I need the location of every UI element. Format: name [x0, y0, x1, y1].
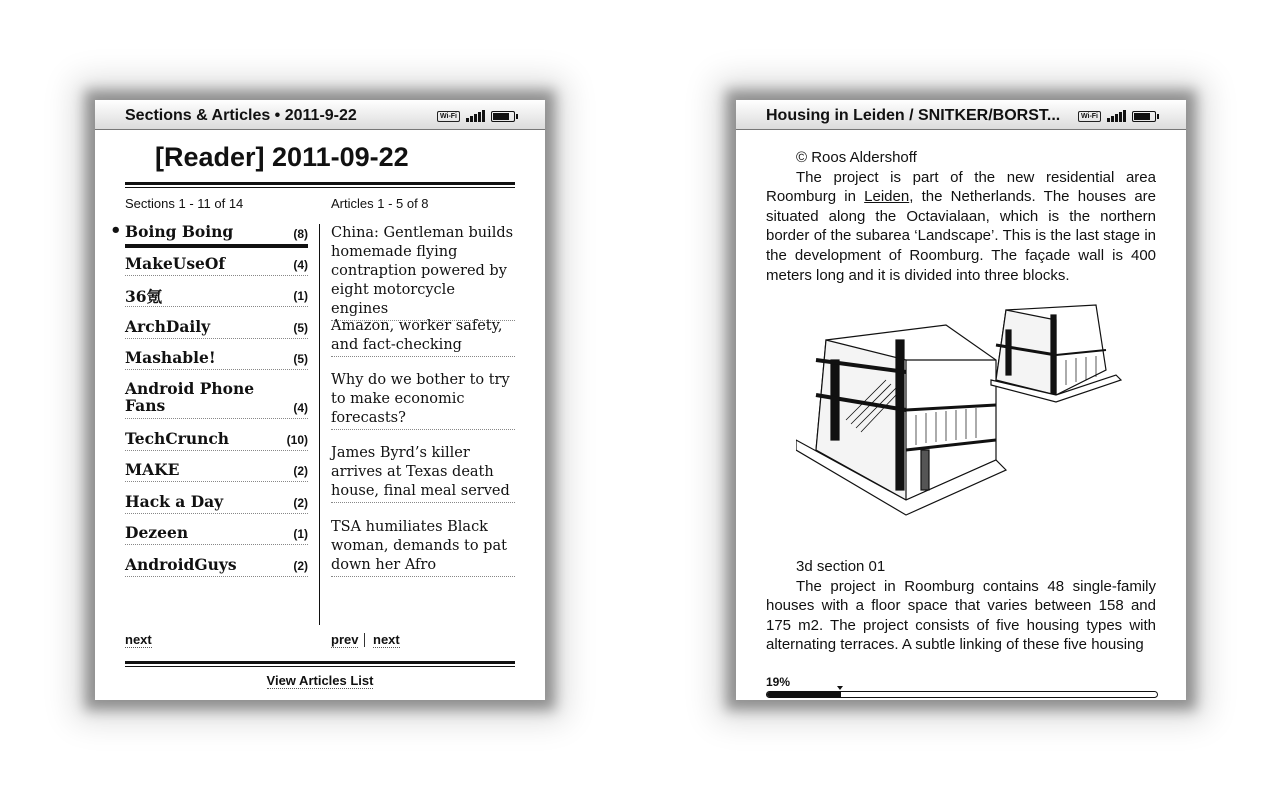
section-label: MAKE [125, 460, 180, 479]
wifi-icon: Wi-Fi [437, 111, 460, 122]
article-item[interactable]: Why do we bother to try to make economic forecasts? [331, 371, 515, 430]
view-articles-list-label: View Articles List [266, 673, 374, 688]
section-count: (2) [293, 496, 308, 510]
section-count: (4) [293, 401, 308, 415]
page-title: [Reader] 2011-09-22 [155, 142, 409, 172]
section-label: Boing Boing [125, 222, 234, 241]
section-label: AndroidGuys [125, 555, 237, 574]
battery-icon [1132, 111, 1156, 122]
section-item[interactable] [125, 523, 308, 545]
battery-icon [491, 111, 515, 122]
section-count: (1) [293, 289, 308, 303]
paragraph-text: , the Netherlands. The houses are situated along the Octavialaan, which is the northern border of the subarea ‘Landscape’. This is the last stage in the development of Roomburg. The façade wall is 400 meters long and it is divided into three blocks. [766, 188, 1157, 284]
photo-credit: © Roos Aldershoff [796, 149, 917, 166]
section-item[interactable] [125, 285, 308, 307]
section-label: Android Phone Fans [125, 379, 255, 415]
articles-prev-link[interactable]: prev [331, 632, 359, 647]
leiden-link[interactable]: Leiden [864, 188, 910, 206]
image-caption: 3d section 01 [796, 558, 886, 575]
paragraph-text: The project is part of the new residential area Roomburg in [766, 168, 1156, 206]
view-articles-list-button[interactable] [95, 673, 545, 688]
status-bar [95, 100, 545, 130]
section-item[interactable] [125, 492, 308, 514]
wifi-icon: Wi-Fi [1078, 111, 1101, 122]
reading-progress-bar[interactable] [766, 691, 1158, 698]
status-icons [437, 109, 515, 123]
article-paragraph: The project in Roomburg contains 48 single-family houses with a floor space that varies between 158 and 175 m2. The project consists of five housing types with alternating terraces. A subtle linking of these five housing [766, 577, 1156, 654]
footer-divider [125, 661, 515, 667]
signal-strength-icon [466, 110, 485, 122]
article-item[interactable]: TSA humiliates Black woman, demands to pat down her Afro [331, 518, 515, 577]
article-item[interactable]: China: Gentleman builds homemade flying contraption powered by eight motorcycle engines [331, 224, 515, 321]
section-item[interactable] [125, 429, 308, 451]
progress-marker-icon [837, 686, 843, 690]
reading-progress-label: 19% [766, 675, 791, 689]
status-bar [736, 100, 1186, 130]
section-count: (5) [293, 321, 308, 335]
signal-strength-icon [1107, 110, 1126, 122]
section-item[interactable] [125, 348, 308, 370]
section-count: (10) [286, 433, 308, 447]
section-count: (5) [293, 352, 308, 366]
column-divider [319, 224, 320, 625]
section-item[interactable] [125, 254, 308, 276]
sections-next-link[interactable]: next [125, 632, 152, 647]
nav-separator [364, 633, 365, 647]
article-paragraph [766, 168, 1156, 286]
section-item[interactable] [125, 460, 308, 482]
section-label: TechCrunch [125, 429, 230, 448]
section-label: MakeUseOf [125, 254, 226, 273]
section-count: (2) [293, 464, 308, 478]
right-reader-screen [736, 100, 1186, 700]
section-item[interactable] [125, 555, 308, 577]
header-divider [125, 182, 515, 188]
left-reader-screen [95, 100, 545, 700]
articles-header: Articles 1 - 5 of 8 [331, 196, 429, 211]
article-body-continued [766, 557, 1156, 655]
reading-progress-fill [767, 692, 841, 697]
section-item[interactable] [125, 317, 308, 339]
selection-bullet-icon: • [110, 220, 122, 241]
section-item[interactable] [125, 380, 308, 419]
status-title: Sections & Articles • 2011-9-22 [125, 107, 357, 124]
sections-header: Sections 1 - 11 of 14 [125, 196, 244, 211]
status-title: Housing in Leiden / SNITKER/BORST... [766, 107, 1061, 124]
section-label: Hack a Day [125, 492, 224, 511]
building-section-illustration [796, 300, 1126, 540]
article-item[interactable]: Amazon, worker safety, and fact-checking [331, 317, 515, 357]
articles-next-link[interactable]: next [373, 632, 400, 647]
section-label: ArchDaily [125, 317, 211, 336]
section-count: (2) [293, 559, 308, 573]
section-count: (8) [293, 227, 308, 241]
section-label: Dezeen [125, 523, 189, 542]
section-label: Mashable! [125, 348, 216, 367]
article-body [766, 148, 1156, 285]
section-item[interactable] [110, 220, 308, 248]
article-item[interactable]: James Byrd’s killer arrives at Texas death house, final meal served [331, 444, 515, 503]
status-icons [1078, 109, 1156, 123]
section-count: (4) [293, 258, 308, 272]
section-count: (1) [293, 527, 308, 541]
section-label: 36氪 [125, 287, 163, 306]
